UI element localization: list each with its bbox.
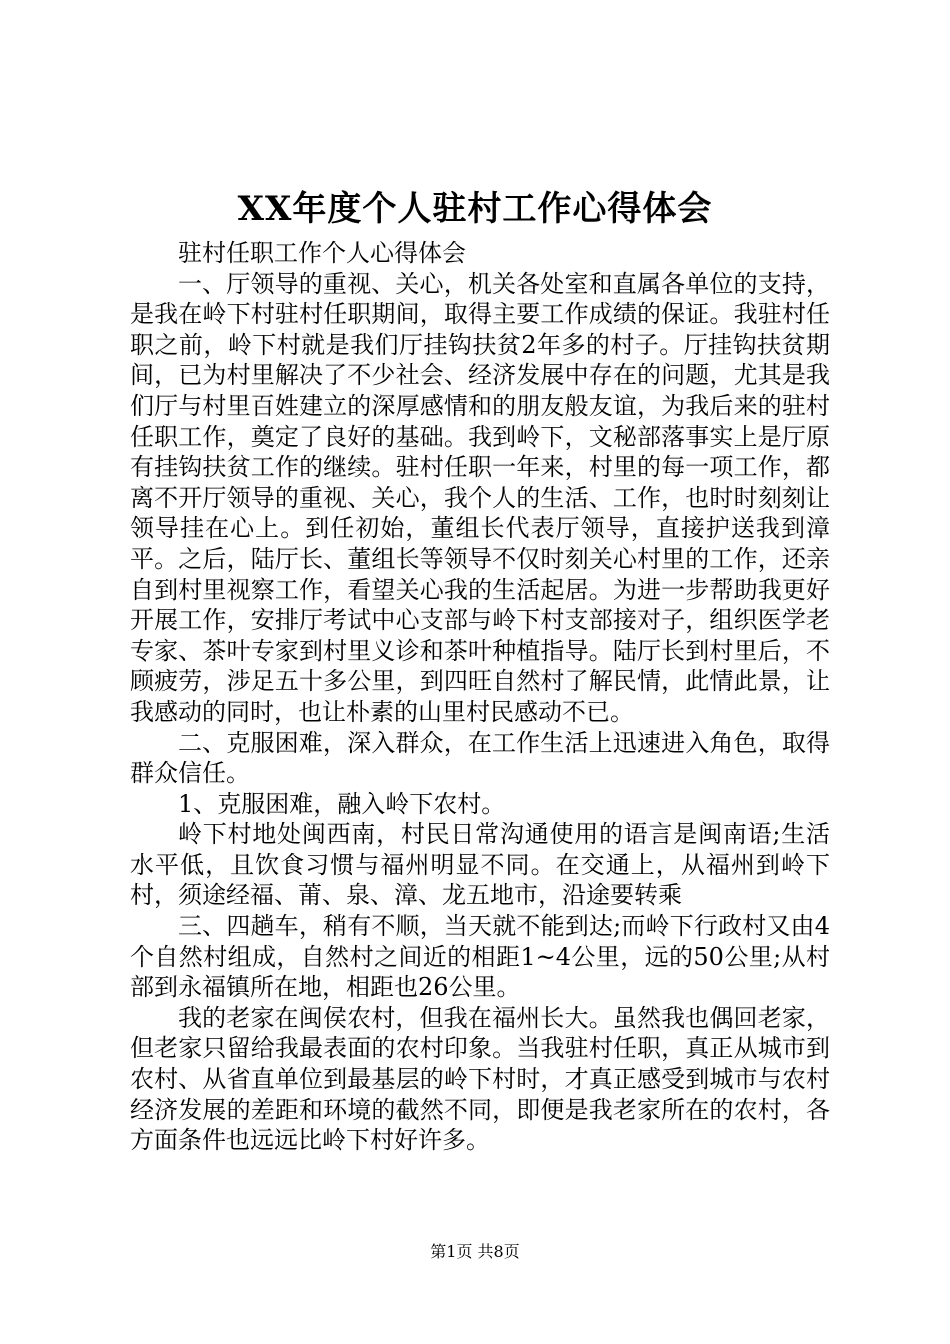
paragraph-transport: 三、四趟车，稍有不顺，当天就不能到达;而岭下行政村又由4个自然村组成，自然村之间近的相距1~4公里，远的50公里;从村部到永福镇所在地，相距也26公里。 [130, 912, 830, 1002]
page-number-footer: 第1页 共8页 [430, 1242, 520, 1261]
paragraph-location: 岭下村地处闽西南，村民日常沟通使用的语言是闽南语;生活水平低，且饮食习惯与福州明显不同。在交通上，从福州到岭下村，须途经福、莆、泉、漳、龙五地市，沿途要转乘 [130, 820, 830, 910]
paragraph-section-2: 二、克服困难，深入群众，在工作生活上迅速进入角色，取得群众信任。 [130, 728, 830, 788]
document-title: XX年度个人驻村工作心得体会 [237, 189, 713, 229]
paragraph-section-1: 一、厅领导的重视、关心，机关各处室和直属各单位的支持，是我在岭下村驻村任职期间，取得主要工作成绩的保证。我驻村任职之前，岭下村就是我们厅挂钩扶贫2年多的村子。厅挂钩扶贫期间，已为村里解决了不少社会、经济发展中存在的问题，尤其是我们厅与村里百姓建立的深厚感情和的朋友般友谊，为我后来的驻村任职工作，奠定了良好的基础。我到岭下，文秘部落事实上是厅原有挂钩扶贫工作的继续。驻村任职一年来，村里的每一项工作，都离不开厅领导的重视、关心，我个人的生活、工作，也时时刻刻让领导挂在心上。到任初始，董组长代表厅领导，直接护送我到漳平。之后，陆厅长、董组长等领导不仅时刻关心村里的工作，还亲自到村里视察工作，看望关心我的生活起居。为进一步帮助我更好开展工作，安排厅考试中心支部与岭下村支部接对子，组织医学老专家、茶叶专家到村里义诊和茶叶种植指导。陆厅长到村里后，不顾疲劳，涉足五十多公里，到四旺自然村了解民情，此情此景，让我感动的同时，也让朴素的山里村民感动不已。 [130, 269, 830, 726]
paragraph-subsection-1: 1、克服困难，融入岭下农村。 [178, 789, 506, 818]
paragraph-subtitle: 驻村任职工作个人心得体会 [178, 239, 466, 267]
paragraph-hometown: 我的老家在闽侯农村，但我在福州长大。虽然我也偶回老家，但老家只留给我最表面的农村印象。当我驻村任职，真正从城市到农村、从省直单位到最基层的岭下村时，才真正感受到城市与农村经济发展的差距和环境的截然不同，即便是我老家所在的农村，各方面条件也远远比岭下村好许多。 [130, 1003, 830, 1155]
document-body [130, 238, 830, 1156]
